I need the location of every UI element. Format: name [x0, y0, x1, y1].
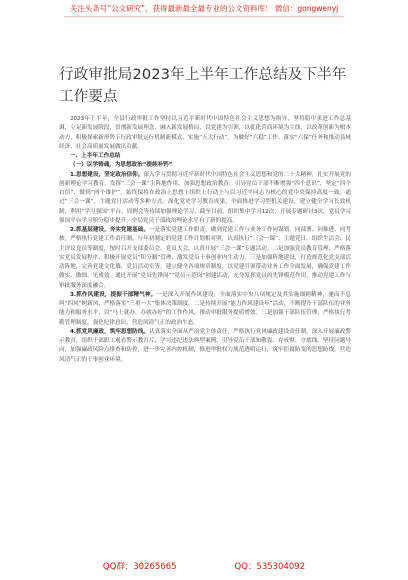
paragraph-work-style: 3.抓作风建设，提振干部精气神。一是深入开展作风建设，全面落实中央八项规定及其实施细则精神，驰而不息纠“四风”树新风，严格落实“三重一大”集体决策制度。二是持续开展“能力作风建设年”活动，不断提升干部队伍的业务能力和服务水平，以“马上就办、办就办好”的工作作风，推动审批服务提质增效。三是加强干部队伍管理，严格执行考勤管理制度，强化纪律意识，营造风清气正的政治生态。: [59, 291, 351, 326]
paragraph-grassroots: 2.抓基层建设，夯实党建基础。一是落实党建工作职责，做到党建工作与业务工作同谋划、同部署、同推进、同考核。严格执行党建工作责任制，与年初制定的党建工作计划相对照，认真执行“三会一课”、主题党日、组织生活会、民主评议党员等制度，按时召开支部委员会、党员大会，认真开展“三会一课”专题活动。二是加强党员教育管理，严格落实党员发展程序，积极开展党员“积分制”管理，激发党员干事创业内生动力。三是加强阵地建设，打造规范化党支部活动阵地，完善党建文化墙、党员活动室等，建立健全各项规章制度，以党建引领带动业务工作全面发展，确保党建工作做实、做细、见成效。通过开展“党员先锋岗”“党员示范岗”创建活动，充分发挥党员的先锋模范作用，推动党建工作与审批服务深度融合。: [59, 227, 351, 289]
intro-paragraph: 2023年上半年，全县行政审批工作坚持以习近平新时代中国特色社会主义思想为指导，坚持稳中求进工作总基调，立足新发展阶段，贯彻新发展理念，融入新发展格局，以党建为引领，以优化营商环境为主线，以改革创新为根本动力，积极探索新形势下行政审批运行机制新模式，实施“五大行动”，为做好“六稳”工作、落实“六保”任务和推动县域经济、社会高质量发展做出贡献。: [59, 116, 351, 150]
promo-banner-text: 关注头条号“公文研究”，获得最新最全最专业的公文资料库！ 微信：gongwenyj: [64, 3, 345, 17]
subsection-heading-1: （一）以学铸魂，为思想政治“提纯补钙”: [70, 162, 173, 169]
footer-contacts: [0, 560, 408, 574]
section-heading-1: 一、上半年工作总结: [70, 153, 121, 159]
footer-qq: QQ：535304092: [234, 562, 306, 572]
paragraph-integrity: 4.抓党风廉政，筑牢思想防线。认真落实全面从严治党主体责任，严格执行党风廉政建设责任制，深入开展廉政警示教育，组织干部职工观看警示教育片，学习违纪违法典型案例，引导党员干部知敬畏、存戒惧、守底线。坚持问题导向，加强廉政风险点排查和防控，进一步完善内控机制，推进审批权力规范透明运行，筑牢拒腐防变的思想防线，营造风清气正的干事创业环境。: [59, 328, 351, 363]
promo-banner: [0, 0, 408, 20]
paragraph-ideological: 1.思想建设，坚定政治信仰。深入学习贯彻习近平新时代中国特色社会主义思想和党的二十大精神，扎实开展党的创新理论学习教育，发挥“三会一课”主阵地作用，加强思想政治教育，引导党员干部不断增强“四个意识”、坚定“四个自信”、做到“两个维护”。始终保持在政治上思想上组织上行动上与以习近平同志为核心的党中央保持高度一致。通过“三会一课”、主题党日活动等多种方式，深化党史学习教育成果，全面推进学习型机关建设，建立健全学习长效机制，利用“学习强国”平台、周例会等持续加强理论学习。截至目前，组织集中学习12次，开展专题研讨3次，党员学习强国平台学习积分稳步提升，全局党员干部政治理论水平有了新的提高。: [59, 171, 351, 224]
footer-qq-group: QQ群：30265665: [102, 562, 177, 572]
document-title: 行政审批局2023年上半年工作总结及下半年工作要点: [59, 67, 347, 105]
document-body: [59, 115, 351, 365]
